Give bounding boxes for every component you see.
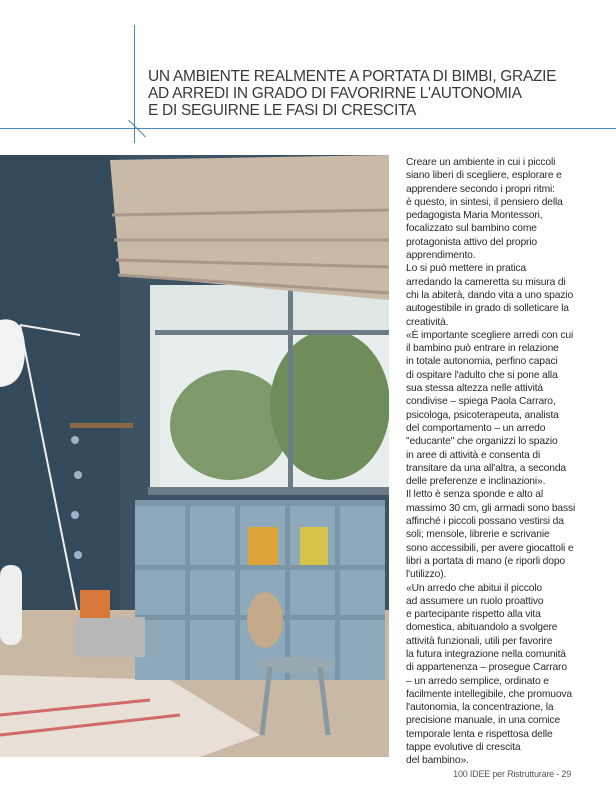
body-line: – un arredo semplice, ordinato e xyxy=(406,675,549,687)
body-line: protagonista attivo del proprio xyxy=(406,236,538,248)
article-body xyxy=(406,156,611,768)
body-line: tappe evolutive di crescita xyxy=(406,742,521,754)
body-line: apprendere secondo i propri ritmi: xyxy=(406,183,555,195)
body-line: del comportamento – un arredo xyxy=(406,422,546,434)
headline xyxy=(148,68,556,119)
body-line: è questo, in sintesi, il pensiero della xyxy=(406,196,563,208)
body-line: ad assumere un ruolo proattivo xyxy=(406,595,544,607)
body-line: autogestibile in grado di solleticare la xyxy=(406,303,569,315)
body-line: temporale lenta e rispettosa delle xyxy=(406,728,553,740)
body-line: libri a portata di mano (e riporli dopo xyxy=(406,555,565,567)
body-line: di appartenenza – prosegue Carraro xyxy=(406,662,567,674)
body-line: Lo si può mettere in pratica xyxy=(406,263,527,275)
body-line: in aree di attività e consenta di xyxy=(406,449,541,461)
body-line: l'utilizzo). xyxy=(406,569,447,581)
body-line: precisione manuale, in una cornice xyxy=(406,715,561,727)
body-line: il bambino può entrare in relazione xyxy=(406,343,559,355)
headline-line: AD ARREDI IN GRADO DI FAVORIRNE L'AUTONOMIA xyxy=(148,85,522,102)
body-line: l'autonomia, la concentrazione, la xyxy=(406,702,554,714)
kids-room-photo xyxy=(0,155,389,757)
body-line: in totale autonomia, perfino capaci xyxy=(406,356,558,368)
body-line: Il letto è senza sponde e alto al xyxy=(406,489,544,501)
body-line: psicologa, psicoterapeuta, analista xyxy=(406,409,559,421)
body-line: «Un arredo che abitui il piccolo xyxy=(406,582,543,594)
body-line: apprendimento. xyxy=(406,250,476,262)
body-line: focalizzato sul bambino come xyxy=(406,223,537,235)
headline-line: UN AMBIENTE REALMENTE A PORTATA DI BIMBI, GRAZIE xyxy=(148,68,557,85)
body-line: transitare da una all'altra, a seconda xyxy=(406,462,566,474)
body-line: sono accessibili, per avere giocattoli e xyxy=(406,542,574,554)
body-line: condivise – spiega Paola Carraro, xyxy=(406,396,556,408)
body-line: pedagogista Maria Montessori, xyxy=(406,210,543,222)
body-line: e partecipante rispetto alla vita xyxy=(406,609,541,621)
body-line: delle preferenze e inclinazioni». xyxy=(406,476,546,488)
horizontal-rule xyxy=(0,128,616,129)
body-line: "educante" che organizzi lo spazio xyxy=(406,436,558,448)
body-line: siano liberi di scegliere, esplorare e xyxy=(406,170,562,182)
body-line: massimo 30 cm, gli armadi sono bassi xyxy=(406,502,576,514)
body-line: arredando la cameretta su misura di xyxy=(406,276,566,288)
body-line: Creare un ambiente in cui i piccoli xyxy=(406,157,556,168)
body-line: soli; mensole, librerie e scrivanie xyxy=(406,529,550,541)
body-line: del bambino». xyxy=(406,755,469,767)
body-line: facilmente intellegibile, che promuova xyxy=(406,688,573,700)
body-line: affinché i piccoli possano vestirsi da xyxy=(406,516,564,528)
body-line: attività funzionali, utili per favorire xyxy=(406,635,553,647)
body-line: la futura integrazione nella comunità xyxy=(406,648,566,660)
body-line: sua stessa altezza nelle attività xyxy=(406,383,543,395)
body-line: «È importante scegliere arredi con cui xyxy=(406,329,574,341)
headline-line: E DI SEGUIRNE LE FASI DI CRESCITA xyxy=(148,102,417,119)
page-footer: 100 IDEE per Ristrutturare - 29 xyxy=(453,769,571,779)
body-line: di ospitare l'adulto che si pone alla xyxy=(406,369,558,381)
body-line: domestica, abituandolo a svolgere xyxy=(406,622,558,634)
body-line: creatività. xyxy=(406,316,449,328)
body-line: chi la abiterà, dando vita a uno spazio xyxy=(406,289,574,301)
